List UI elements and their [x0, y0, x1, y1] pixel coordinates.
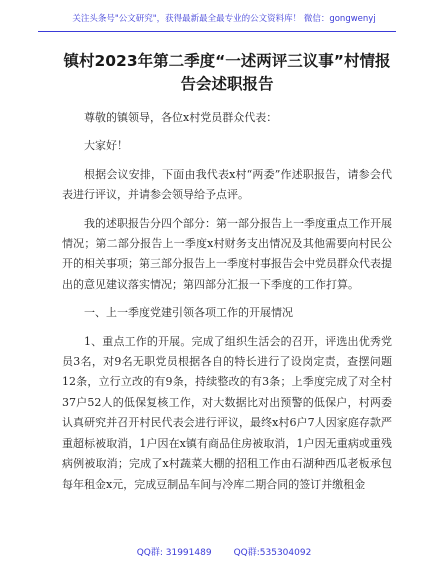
footer-qq-group-1: QQ群: 31991489	[136, 548, 212, 558]
section-heading: 一、上一季度党建引领各项工作的开展情况	[84, 306, 293, 320]
intro-paragraph: 根据会议安排，下面由我代表x村“两委”作述职报告，请参会代表进行评议，并请参会领导给予点评。	[62, 167, 392, 202]
footer-qq-group-2: QQ群:535304092	[233, 548, 312, 558]
outline-paragraph: 我的述职报告分四个部分：第一部分报告上一季度重点工作开展情况；第二部分报告上一季度x村财务支出情况及其他需要向村民公开的相关事项；第三部分报告上一季度村事报告会中党员群众代表提出的意见建议落实情况；第四部分汇报一下季度的工作打算。	[62, 216, 392, 291]
document-title: 镇村2023年第二季度“一述两评三议事”村情报告会述职报告	[63, 52, 391, 93]
header-banner: 关注头条号"公文研究"，获得最新最全最专业的公文资料库！ 微信：gongwenyj	[72, 14, 376, 24]
document-body	[62, 108, 392, 495]
header-divider	[38, 31, 396, 32]
salutation: 尊敬的镇领导，各位x村党员群众代表：	[84, 111, 278, 124]
footer-contacts	[0, 545, 448, 558]
work-paragraph: 1、重点工作的开展。完成了组织生活会的召开，评选出优秀党员3名，对9名无职党员根据各自的特长进行了设岗定责，查摆问题12条，立行立改的有9条，持续整改的有3条；上季度完成了对全村37户52人的低保复核工作，对大数据比对出预警的低保户，村两委认真研究并召开村民代表会进行评议，最终x村6户7人因家庭存款严重超标被取消，1户因在x镇有商品住房被取消，1户因无重病或重残病例被取消；完成了x村蔬菜大棚的招租工作由石湖种西瓜老板承包每年租金x元，完成豆制品车间与冷库二期合同的签订并缴租金	[62, 334, 392, 491]
greeting: 大家好！	[84, 139, 128, 153]
